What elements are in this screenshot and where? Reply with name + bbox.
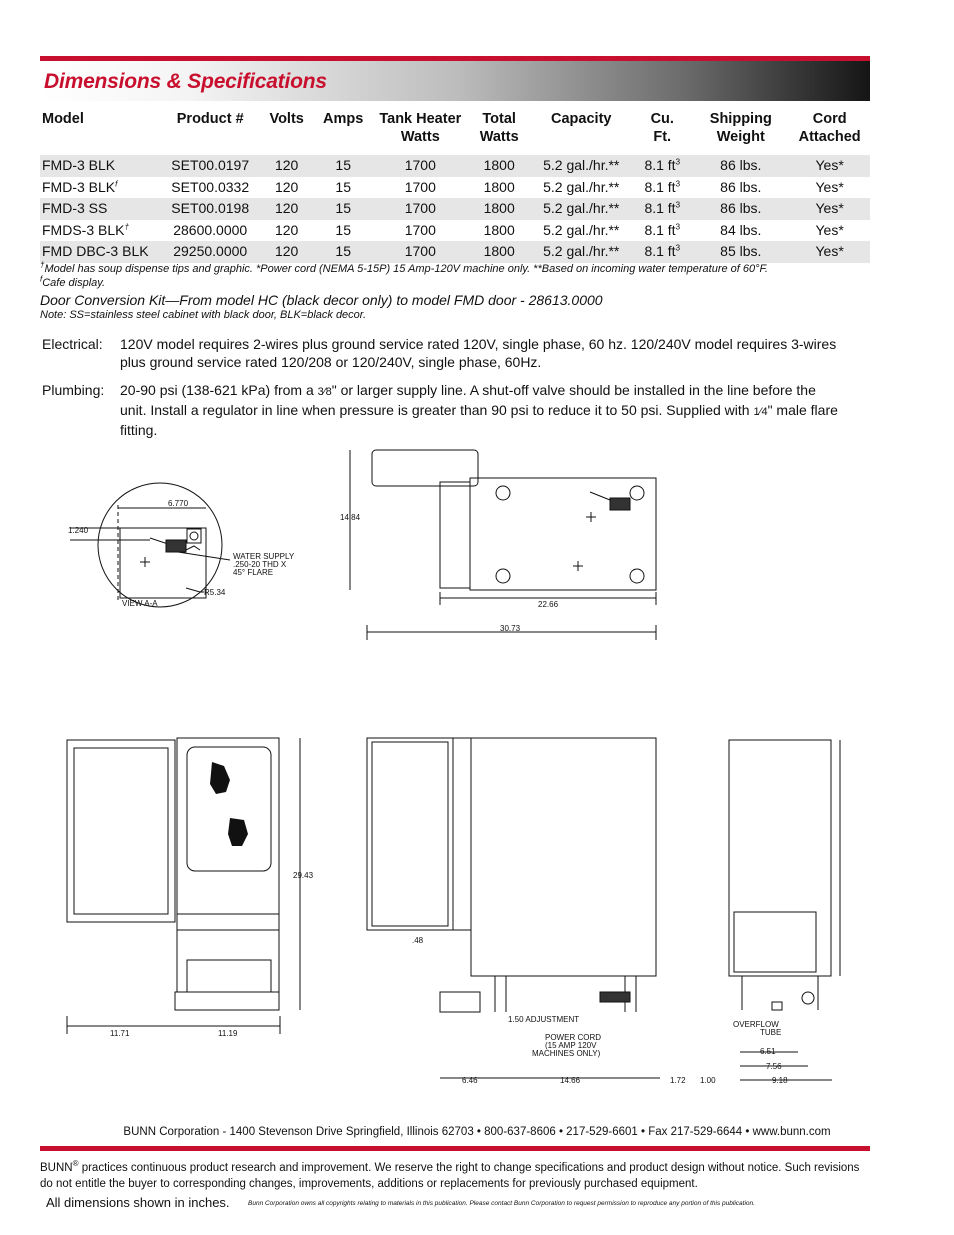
cell-amps: 15	[335, 221, 351, 238]
electrical-text: 120V model requires 2-wires plus ground service rated 120V, single phase, 60 hz. 120/240V model requires 3-wires plus ground service rated 120/208 or 120/240V, single phase, 60Hz.	[120, 336, 837, 370]
cell-shipping-weight: 86 lbs.	[720, 178, 762, 195]
cabinet-note: Note: SS=stainless steel cabinet with black door, BLK=black decor.	[40, 309, 367, 321]
footnote-2: $^f$Cafe display.	[40, 274, 106, 289]
col-product: Product #	[176, 111, 244, 127]
front-view-drawing	[67, 738, 300, 1034]
cell-amps: 15	[335, 178, 351, 195]
cell-capacity: 5.2 gal./hr.**	[543, 221, 620, 238]
cup-graphic-1	[210, 762, 230, 794]
cell-cord-attached: Yes*	[789, 198, 870, 220]
cell-total-watts: 1800	[468, 198, 530, 220]
cell-model: FMD DBC-3 BLK	[40, 241, 161, 263]
water-supply-label-3: 45° FLARE	[233, 568, 274, 577]
col-ship-l1: Shipping	[709, 111, 772, 127]
cell-cord-attached: Yes*	[815, 178, 844, 195]
cell-model: FMDS-3 BLK†	[42, 221, 129, 238]
col-cord-l1: Cord	[812, 111, 847, 127]
cell-product: SET00.0332	[171, 178, 250, 195]
electrical-label: Electrical:	[42, 336, 103, 352]
disclaimer: BUNN® practices continuous product research and improvement. We reserve the right to change specifications and product design without notice. Such revisions do not entitle the buyer to corresponding changes, improvements, additions or replacements for previously purchased equipment.	[40, 1159, 860, 1190]
power-cord-label-1: POWER CORD	[545, 1033, 601, 1042]
dim-1484: 14.84	[340, 513, 361, 522]
cell-shipping-weight: 84 lbs.	[720, 221, 762, 238]
cell-total-watts: 1800	[468, 155, 530, 177]
dim-651: 6.51	[760, 1047, 776, 1056]
overflow-tube-label-1: OVERFLOW	[733, 1020, 779, 1029]
dim-1119: 11.19	[218, 1029, 238, 1038]
cell-total-watts: 1800	[483, 221, 515, 238]
top-view-drawing	[350, 450, 656, 605]
cell-volts: 120	[274, 221, 299, 238]
cell-amps: 15	[314, 198, 373, 220]
side-view-drawing	[367, 625, 660, 1078]
cell-tank-watts: 1700	[373, 155, 469, 177]
bottom-red-rule	[40, 1146, 870, 1151]
fraction-1-4: 1⁄4	[753, 406, 768, 418]
cell-product: SET00.0198	[161, 198, 259, 220]
cell-total-watts: 1800	[483, 178, 515, 195]
cell-shipping-weight: 86 lbs.	[692, 155, 789, 177]
cell-tank-watts: 1700	[373, 241, 469, 263]
cell-amps: 15	[314, 241, 373, 263]
col-cord-l2: Attached	[798, 129, 861, 145]
cell-amps: 15	[314, 155, 373, 177]
dim-2943: 29.43	[293, 871, 314, 880]
cell-product: 28600.0000	[173, 221, 248, 238]
dim-100: 1.00	[700, 1076, 716, 1085]
col-tank-l2: Watts	[400, 129, 440, 145]
cell-cu-ft: 8.1 $ft^3$	[632, 198, 692, 220]
cell-cu-ft: 8.1 $ft^3$	[632, 241, 692, 263]
cell-shipping-weight: 86 lbs.	[692, 198, 789, 220]
water-supply-label-1: WATER SUPPLY	[233, 552, 295, 561]
cup-graphic-2	[228, 818, 248, 846]
cell-volts: 120	[274, 178, 299, 195]
cell-product: SET00.0197	[161, 155, 259, 177]
col-tank-l1: Tank Heater	[379, 111, 462, 127]
cell-cu-ft: 8.1 $ft^3$	[632, 155, 692, 177]
cell-volts: 120	[259, 198, 313, 220]
plumbing-label: Plumbing:	[42, 382, 105, 398]
all-dimensions-note: All dimensions shown in inches.	[46, 1195, 230, 1210]
dim-1466: 14.66	[560, 1076, 581, 1085]
col-amps: Amps	[323, 111, 364, 127]
cell-product: 29250.0000	[161, 241, 259, 263]
cell-tank-watts: 1700	[404, 221, 436, 238]
col-capacity: Capacity	[551, 111, 612, 127]
cell-capacity: 5.2 gal./hr.**	[530, 155, 632, 177]
power-cord-label-3: MACHINES ONLY)	[532, 1049, 601, 1058]
cell-capacity: 5.2 gal./hr.**	[543, 178, 620, 195]
col-cu-l1: Cu.	[650, 111, 674, 127]
plumbing-text: 20-90 psi (138-621 kPa) from a 3⁄8" or larger supply line. A shut-off valve should be installed in the line before the unit. Install a regulator in line when pressure is greater than 90 psi to reduce it to 50 psi. Supplied with 1⁄4" male flare fitting.	[120, 382, 838, 438]
cell-model: FMD-3 SS	[40, 198, 161, 220]
cell-total-watts: 1800	[468, 241, 530, 263]
cell-model: FMD-3 BLK	[40, 155, 161, 177]
cell-shipping-weight: 85 lbs.	[692, 241, 789, 263]
dim-2266: 22.66	[538, 600, 559, 609]
col-volts: Volts	[269, 111, 304, 127]
dim-r534: R5.34	[204, 588, 226, 597]
dim-048: .48	[412, 936, 424, 945]
col-model: Model	[42, 111, 84, 127]
cell-cord-attached: Yes*	[789, 241, 870, 263]
cell-cu-ft: 8.1 $ft^3$	[644, 178, 681, 195]
cell-capacity: 5.2 gal./hr.**	[530, 198, 632, 220]
dim-646: 6.46	[462, 1076, 478, 1085]
col-cu-l2: Ft.	[653, 129, 672, 145]
dim-172: 1.72	[670, 1076, 686, 1085]
cell-volts: 120	[259, 155, 313, 177]
dim-3073: 30.73	[500, 624, 521, 633]
cell-capacity: 5.2 gal./hr.**	[530, 241, 632, 263]
view-a-a-label: VIEW A-A	[122, 599, 158, 608]
dim-1240: 1.240	[68, 526, 89, 535]
col-total-l2: Watts	[479, 129, 519, 145]
cell-tank-watts: 1700	[373, 198, 469, 220]
cell-cord-attached: Yes*	[789, 155, 870, 177]
dim-756: 7.56	[766, 1062, 782, 1071]
col-total-l1: Total	[482, 111, 516, 127]
cell-cord-attached: Yes*	[815, 221, 844, 238]
dim-6770: 6.770	[168, 499, 189, 508]
overflow-tube-label-2: TUBE	[760, 1028, 782, 1037]
rear-view-drawing	[729, 740, 840, 1080]
water-supply-label-2: .250-20 THD X	[233, 560, 287, 569]
copyright-note: Bunn Corporation owns all copyrights relating to materials in this publication. Please contact Bunn Corporation to request permission to reproduce any portion of this publication.	[248, 1200, 755, 1207]
cell-tank-watts: 1700	[404, 178, 436, 195]
company-address: BUNN Corporation - 1400 Stevenson Drive Springfield, Illinois 62703 • 800-637-8606 • 217-529-6601 • Fax 217-529-6644 • www.bunn.com	[123, 1126, 831, 1138]
col-ship-l2: Weight	[716, 129, 765, 145]
fraction-3-8: 3⁄8	[317, 386, 332, 398]
dim-1171: 11.71	[110, 1029, 130, 1038]
cell-volts: 120	[259, 241, 313, 263]
door-conversion-kit: Door Conversion Kit—From model HC (black decor only) to model FMD door - 28613.0000	[40, 292, 603, 308]
power-cord-label-2: (15 AMP 120V	[545, 1041, 597, 1050]
footnote-1: †Model has soup dispense tips and graphic. *Power cord (NEMA 5-15P) 15 Amp-120V machine only. **Based on incoming water temperature of 60°F.	[40, 260, 768, 275]
cell-cu-ft: 8.1 $ft^3$	[644, 221, 681, 238]
cell-model: FMD-3 BLK$^f$	[42, 178, 118, 195]
adjustment-label: 1.50 ADJUSTMENT	[508, 1015, 580, 1024]
page-title: Dimensions & Specifications	[44, 70, 327, 93]
dim-918: 9.18	[772, 1076, 788, 1085]
